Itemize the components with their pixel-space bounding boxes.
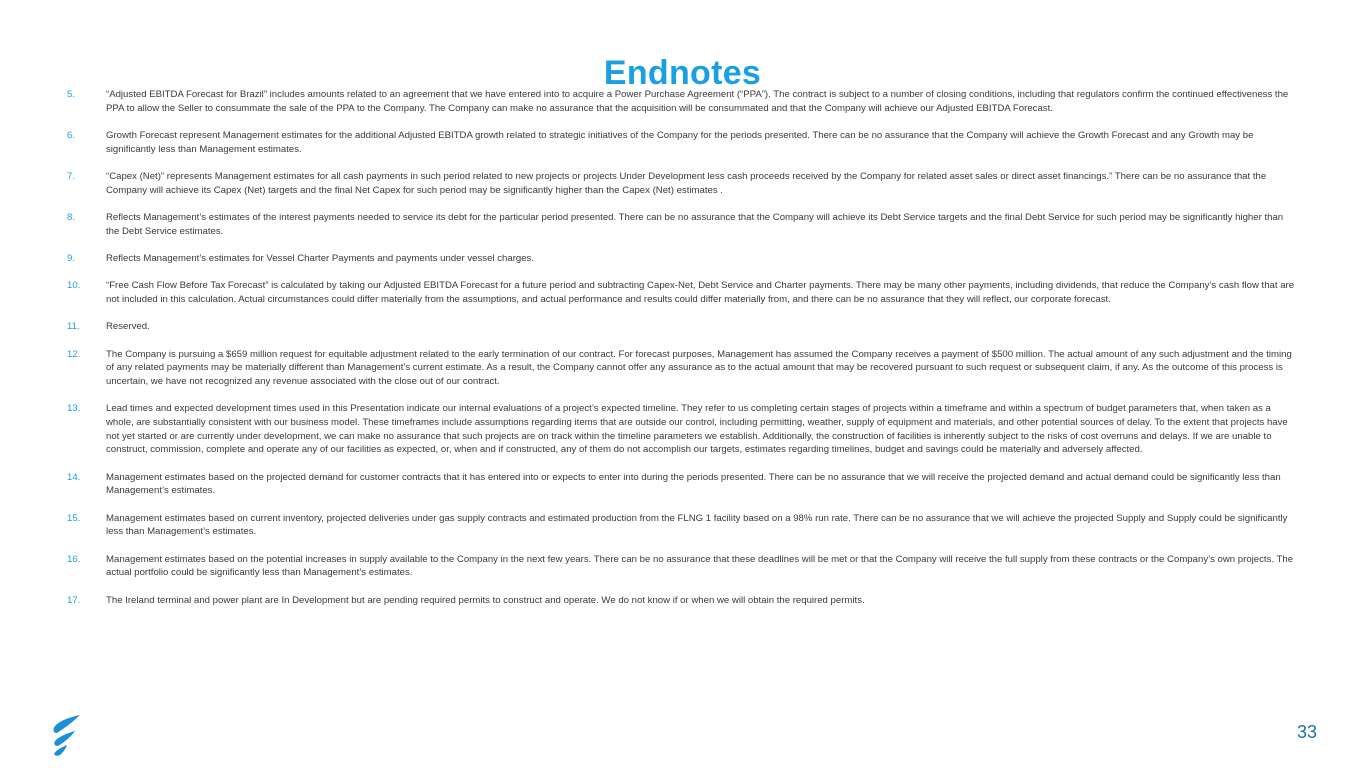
endnote-item (0, 129, 1365, 156)
endnote-number: 13. (67, 403, 81, 415)
endnote-item (0, 88, 1365, 115)
endnote-number: 11. (67, 321, 80, 333)
endnote-item (0, 471, 1365, 498)
endnote-item (0, 402, 1365, 457)
endnote-text: “Adjusted EBITDA Forecast for Brazil” includes amounts related to an agreement that we have entered into to acquire a Power Purchase Agreement (“PPA”). The contract is subject to a number of closing conditions, including that regulators confirm the continued effectiveness the PPA to allow the Seller to consummate the sale of the PPA to the Company. The Company can make no assurance that the acquisition will be consummated and that the Company will achieve our Adjusted EBITDA Forecast. (106, 89, 1289, 114)
endnote-text: Reserved. (106, 321, 150, 333)
endnote-text: Management estimates based on current inventory, projected deliveries under gas supply contracts and estimated production from the FLNG 1 facility based on a 98% run rate. There can be no assurance that we will achieve the projected Supply and Supply could be significantly less than Management’s estimates. (106, 512, 1288, 538)
company-logo-icon (50, 714, 82, 758)
endnote-item (0, 594, 1365, 608)
endnote-item (0, 170, 1365, 197)
endnote-item (0, 211, 1365, 238)
endnote-number: 16. (67, 553, 81, 565)
endnote-number: 15. (67, 512, 81, 524)
endnote-text: Growth Forecast represent Management estimates for the additional Adjusted EBITDA growth related to strategic initiatives of the Company for the periods presented. There can be no assurance that the Company will achieve the Growth Forecast and any Growth may be significantly less than Management estimates. (106, 130, 1254, 155)
logo-flame-bottom (54, 745, 67, 756)
endnote-item (0, 512, 1365, 539)
endnotes-list (0, 88, 1365, 621)
endnote-number: 12. (67, 348, 81, 360)
endnote-item (0, 348, 1365, 389)
page-number: 33 (1296, 722, 1317, 742)
logo-flame-middle (54, 731, 75, 746)
endnote-item (0, 252, 1365, 266)
endnote-item (0, 279, 1365, 306)
endnote-item (0, 553, 1365, 580)
endnote-text: Reflects Management’s estimates for Vessel Charter Payments and payments under vessel charges. (106, 253, 535, 264)
logo-flame-top (53, 715, 80, 733)
endnote-number: 17. (67, 594, 81, 606)
endnote-number: 7. (67, 171, 76, 182)
endnote-number: 8. (67, 212, 76, 223)
endnote-number: 10. (67, 280, 81, 292)
page-title: Endnotes (603, 53, 762, 92)
endnote-number: 14. (67, 471, 81, 483)
endnote-item (0, 320, 1365, 334)
endnote-number: 9. (67, 253, 76, 264)
endnote-text: “Capex (Net)” represents Management estimates for all cash payments in such period related to new projects or projects Under Development less cash proceeds received by the Company for related asset sales or direct asset financings.” There can be no assurance that the Company will achieve its Capex (Net) targets and the final Net Capex for such period may be significantly higher than the Capex (Net) estimates . (106, 171, 1267, 196)
endnote-text: Reflects Management’s estimates of the interest payments needed to service its debt for the particular period presented. There can be no assurance that the Company will achieve its Debt Service targets and the final Debt Service for such period may be significantly higher than the Debt Service estimates. (106, 212, 1284, 237)
endnote-text: The Ireland terminal and power plant are In Development but are pending required permits to construct and operate. We do not know if or when we will obtain the required permits. (106, 594, 865, 606)
endnote-text: Lead times and expected development times used in this Presentation indicate our internal evaluations of a project’s expected timeline. They refer to us completing certain stages of projects within a timeframe and within a spectrum of budget parameters that, when taken as a whole, are substantially consistent with our business model. These timeframes include assumptions regarding items that are outside our control, including permitting, weather, supply of equipment and materials, and other potential sources of delay. To the extent that projects have not yet started or are currently under development, we can make no assurance that such projects are on track within the timeline parameters we establish. Additionally, the construction of facilities is inherently subject to the risks of cost overruns and delays. If we are unable to construct, commission, complete and operate any of our facilities as expected, or, when and if constructed, any of them do not accomplish our targets, estimates regarding timelines, budget and savings could be materially and adversely affected. (106, 403, 1288, 456)
endnote-text: Management estimates based on the potential increases in supply available to the Company in the next few years. There can be no assurance that these deadlines will be met or that the Company will receive the full supply from these contracts or the Company’s own projects. The actual portfolio could be significantly less than Management’s estimates. (106, 553, 1294, 579)
endnote-number: 5. (67, 89, 76, 100)
endnote-text: “Free Cash Flow Before Tax Forecast” is calculated by taking our Adjusted EBITDA Forecast for a future period and subtracting Capex-Net, Debt Service and Charter payments. There may be many other payments, including dividends, that reduce the Company’s cash flow that are not included in this calculation. Actual circumstances could differ materially from the assumptions, and actual performance and results could differ materially from, and there can be no assurance that they will reflect, our corporate forecast. (106, 280, 1295, 305)
endnote-text: The Company is pursuing a $659 million request for equitable adjustment related to the early termination of our contract. For forecast purposes, Management has assumed the Company receives a payment of $500 million. The actual amount of any such adjustment and the timing of any related payments may be materially different than Management’s current estimate. As a result, the Company cannot offer any assurance as to the actual amount that may be recovered pursuant to such request or subsequent claim, if any. As the outcome of this process is uncertain, we have not recognized any revenue associated with the close out of our contract. (106, 348, 1292, 387)
endnote-number: 6. (67, 130, 76, 141)
endnote-text: Management estimates based on the projected demand for customer contracts that it has entered into or expects to enter into during the periods presented. There can be no assurance that we will receive the projected demand and actual demand could be significantly less than Management’s estimates. (106, 471, 1281, 497)
